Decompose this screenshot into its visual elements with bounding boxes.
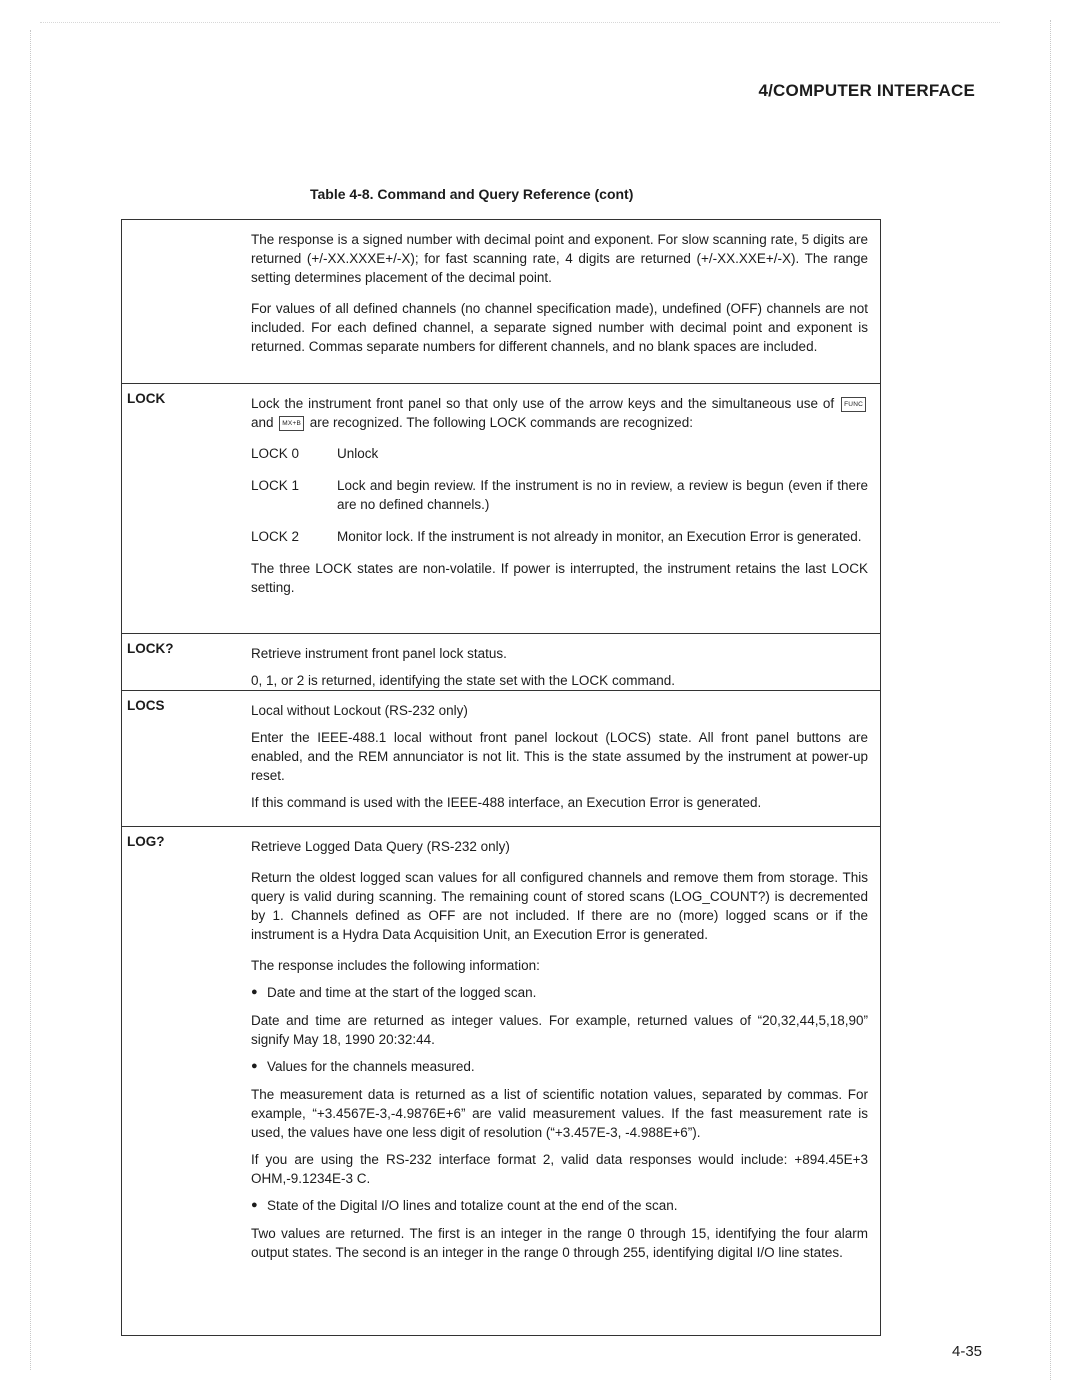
table-row-lock-query [122, 634, 880, 691]
func-key-icon: FUNC [841, 397, 866, 412]
mxb-key-icon: MX+B [279, 416, 304, 431]
paragraph: If this command is used with the IEEE-488 interface, an Execution Error is generated. [251, 795, 762, 810]
scan-top-edge [40, 22, 1000, 23]
command-cell [122, 220, 247, 383]
description-cell [247, 634, 880, 690]
paragraph: The measurement data is returned as a list of scientific notation values, separated by commas. For example, “+3.4567E-3,-4.9876E+6” are valid measurement values. If the fast measurement rate is used, the values have one less digit of resolution (“+3.457E-3, -4.988E+6”). [251, 1087, 868, 1140]
paragraph: Date and time are returned as integer values. For example, returned values of “20,32,44,5,18,90” signify May 18, 1990 20:32:44. [251, 1013, 868, 1047]
subcommand-name: LOCK 2 [251, 529, 300, 544]
description-cell [247, 220, 880, 383]
paragraph: For values of all defined channels (no channel specification made), undefined (OFF) channels are not included. For each defined channel, a separate signed number with decimal point and exponent is returned. Commas separate numbers for different channels, and no blank spaces are included. [251, 301, 868, 354]
paragraph: The response is a signed number with decimal point and exponent. For slow scanning rate, 5 digits are returned (+/-XX.XXXE+/-X); for fast scanning rate, 4 digits are returned (+/-XX.XXE+/-X). The range setting determines placement of the decimal point. [251, 232, 868, 285]
subcommand-name: LOCK 0 [251, 446, 300, 461]
scan-right-edge [1050, 20, 1052, 1380]
description-cell [247, 691, 880, 826]
paragraph: Two values are returned. The first is an integer in the range 0 through 15, identifying the four alarm output states. The second is an integer in the range 0 through 255, identifying digital I/O line states. [251, 1226, 868, 1260]
bullet-text: Values for the channels measured. [267, 1059, 475, 1074]
command-reference-table [121, 219, 881, 1336]
paragraph [251, 394, 868, 432]
bullet-dot-icon: ● [251, 986, 258, 998]
page-number: 4-35 [952, 1343, 983, 1360]
table-row-lock [122, 384, 880, 634]
paragraph: If you are using the RS-232 interface format 2, valid data responses would include: +894.45E+3 OHM,-9.1234E-3 C. [251, 1152, 868, 1186]
paragraph: Retrieve Logged Data Query (RS-232 only) [251, 839, 510, 854]
scan-left-edge [30, 30, 32, 1370]
subcommand-text: Lock and begin review. If the instrument is no in review, a review is begun (even if there are no defined channels.) [337, 478, 868, 512]
command-cell: LOCK? [127, 641, 174, 656]
bullet-dot-icon: ● [251, 1060, 258, 1072]
command-cell: LOG? [127, 834, 165, 849]
table-row-continued [122, 220, 880, 384]
lock-intro-text-end: are recognized. The following LOCK commands are recognized: [309, 415, 693, 430]
command-cell: LOCK [127, 391, 166, 406]
subcommand-text: Unlock [337, 446, 379, 461]
paragraph: 0, 1, or 2 is returned, identifying the state set with the LOCK command. [251, 673, 675, 688]
lock-intro-text: Lock the instrument front panel so that only use of the arrow keys and the simultaneous use of [251, 396, 835, 411]
table-caption: Table 4-8. Command and Query Reference (cont) [310, 186, 634, 202]
description-cell [247, 384, 880, 633]
paragraph: Local without Lockout (RS-232 only) [251, 703, 468, 718]
subcommand-lock-2 [251, 527, 868, 546]
subcommand-text: Monitor lock. If the instrument is not already in monitor, an Execution Error is generated. [337, 529, 862, 544]
table-row-locs [122, 691, 880, 827]
subcommand-lock-1 [251, 476, 868, 514]
subcommand-name: LOCK 1 [251, 478, 300, 493]
table-row-log-query [122, 827, 880, 1335]
paragraph: Enter the IEEE-488.1 local without front panel lockout (LOCS) state. All front panel buttons are enabled, and the REM annunciator is not lit. This is the state assumed by the instrument at power-up reset. [251, 730, 868, 783]
bullet-item [251, 1057, 868, 1076]
description-cell [247, 827, 880, 1335]
paragraph: Retrieve instrument front panel lock status. [251, 646, 507, 661]
command-cell: LOCS [127, 698, 165, 713]
bullet-text: Date and time at the start of the logged scan. [267, 985, 537, 1000]
bullet-item [251, 1196, 868, 1215]
paragraph: The response includes the following information: [251, 958, 540, 973]
paragraph: The three LOCK states are non-volatile. If power is interrupted, the instrument retains the last LOCK setting. [251, 561, 868, 595]
bullet-text: State of the Digital I/O lines and totalize count at the end of the scan. [267, 1198, 678, 1213]
bullet-item [251, 983, 868, 1002]
subcommand-lock-0 [251, 444, 868, 463]
paragraph: Return the oldest logged scan values for all configured channels and remove them from storage. This query is valid during scanning. The remaining count of stored scans (LOG_COUNT?) is decremented by 1. Channels defined as OFF are not included. If there are no (more) logged scans or if the instrument is a Hydra Data Acquisition Unit, an Execution Error is generated. [251, 870, 868, 942]
and-text: and [251, 415, 274, 430]
section-header: 4/COMPUTER INTERFACE [758, 81, 975, 100]
bullet-dot-icon: ● [251, 1199, 258, 1211]
